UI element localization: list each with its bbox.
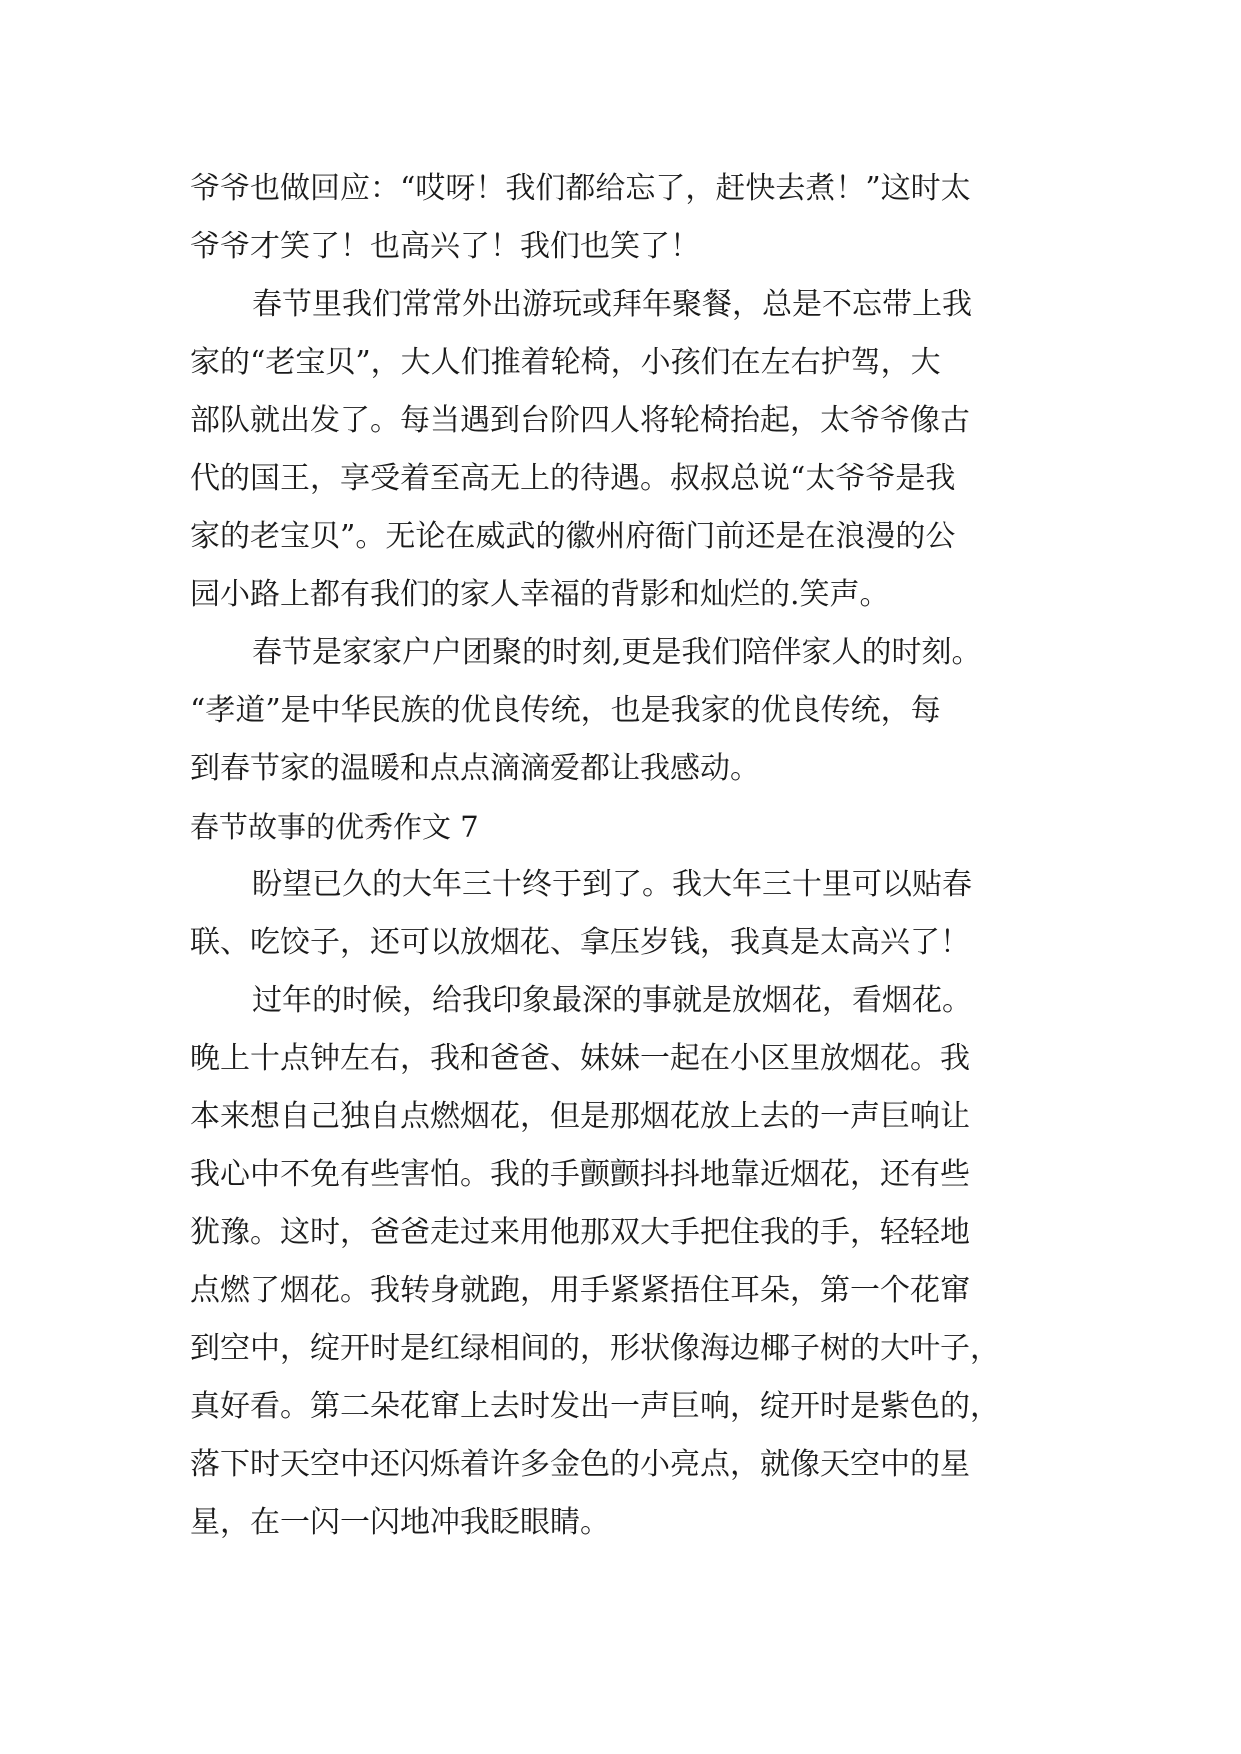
text-line: 到空中，绽开时是红绿相间的，形状像海边椰子树的大叶子， [190,1331,1000,1366]
paragraph-start-line: 春节是家家户户团聚的时刻,更是我们陪伴家人的时刻。 [252,635,982,670]
paragraph-start-line: 过年的时候，给我印象最深的事就是放烟花，看烟花。 [252,983,972,1018]
text-line: 落下时天空中还闪烁着许多金色的小亮点，就像天空中的星 [190,1447,970,1482]
text-line: 犹豫。这时，爸爸走过来用他那双大手把住我的手，轻轻地 [190,1215,970,1250]
text-line: 家的“老宝贝”，大人们推着轮椅，小孩们在左右护驾，大 [190,345,941,380]
text-line: 点燃了烟花。我转身就跑，用手紧紧捂住耳朵，第一个花窜 [190,1273,970,1308]
text-line: 真好看。第二朵花窜上去时发出一声巨响，绽开时是紫色的， [190,1389,1000,1424]
paragraph-start-line: 春节里我们常常外出游玩或拜年聚餐，总是不忘带上我 [252,287,972,322]
text-line: 本来想自己独自点燃烟花，但是那烟花放上去的一声巨响让 [190,1099,970,1134]
text-line: 家的老宝贝”。无论在威武的徽州府衙门前还是在浪漫的公 [190,519,956,554]
text-line: 晚上十点钟左右，我和爸爸、妹妹一起在小区里放烟花。我 [190,1041,970,1076]
section-heading: 春节故事的优秀作文 7 [190,810,479,844]
paragraph-start-line: 盼望已久的大年三十终于到了。我大年三十里可以贴春 [252,867,972,902]
text-line: 部队就出发了。每当遇到台阶四人将轮椅抬起，太爷爷像古 [190,403,970,438]
text-line: 代的国王，享受着至高无上的待遇。叔叔总说“太爷爷是我 [190,461,956,496]
document-body [190,160,1070,1552]
text-line: 园小路上都有我们的家人幸福的背影和灿烂的.笑声。 [190,577,890,612]
text-line: 我心中不免有些害怕。我的手颤颤抖抖地靠近烟花，还有些 [190,1157,970,1192]
text-line: 联、吃饺子，还可以放烟花、拿压岁钱，我真是太高兴了！ [190,925,970,960]
text-line: 爷爷也做回应：“哎呀！我们都给忘了，赶快去煮！”这时太 [190,171,971,206]
text-line: 爷爷才笑了！也高兴了！我们也笑了！ [190,229,700,264]
text-line: “孝道”是中华民族的优良传统，也是我家的优良传统，每 [190,693,941,728]
text-line: 到春节家的温暖和点点滴滴爱都让我感动。 [190,751,760,786]
text-line: 星，在一闪一闪地冲我眨眼睛。 [190,1505,610,1540]
